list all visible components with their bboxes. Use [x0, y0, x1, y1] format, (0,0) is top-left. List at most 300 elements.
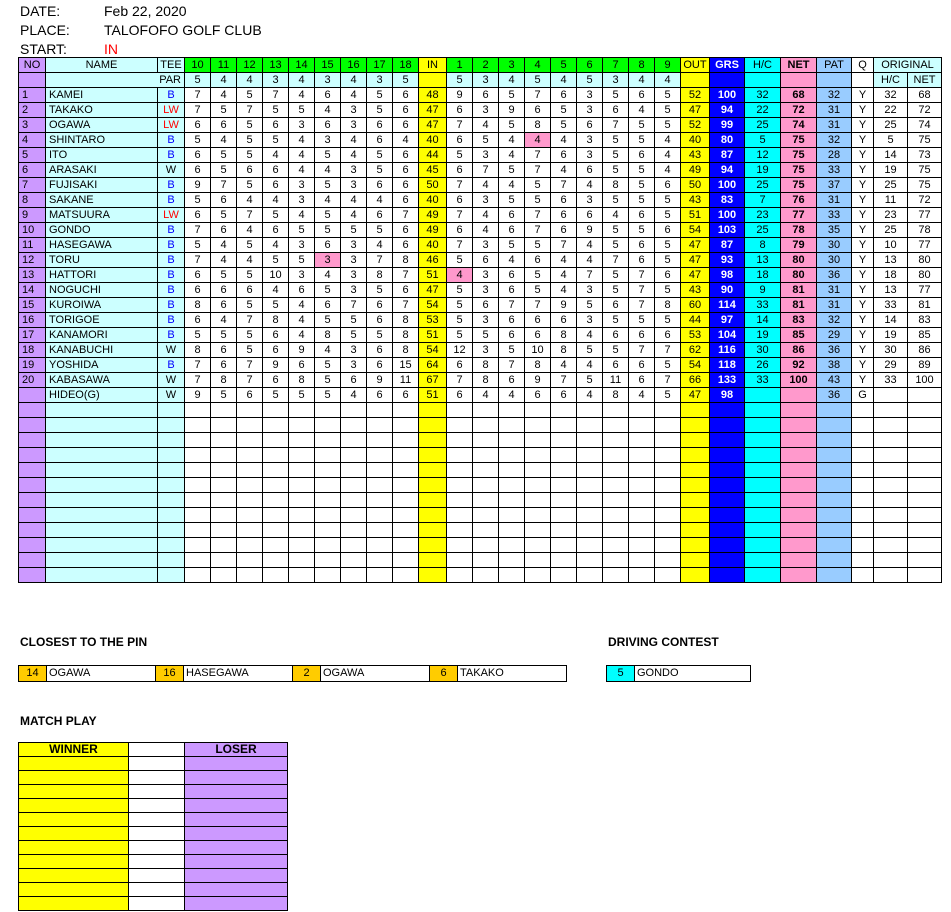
empty-row: [19, 553, 942, 568]
start-value: IN: [104, 41, 118, 57]
match-mid: [129, 869, 185, 883]
score-cell: 5: [211, 163, 237, 178]
score-cell: 5: [551, 103, 577, 118]
score-cell: 6: [263, 373, 289, 388]
score-cell: 5: [525, 283, 551, 298]
score-cell: 5: [237, 148, 263, 163]
score-cell: [393, 508, 419, 523]
score-cell: 6: [341, 373, 367, 388]
score-cell: [551, 403, 577, 418]
score-cell: 5: [655, 88, 681, 103]
score-cell: 8: [315, 328, 341, 343]
score-cell: 3: [577, 193, 603, 208]
score-cell: 4: [577, 328, 603, 343]
hole-header: 2: [473, 58, 499, 73]
score-cell: [447, 523, 473, 538]
out-total: 62: [681, 343, 710, 358]
in-total: [419, 508, 447, 523]
player-name: GONDO: [46, 223, 158, 238]
score-cell: 5: [473, 133, 499, 148]
score-cell: 4: [473, 223, 499, 238]
closest-to-pin-table: [18, 665, 567, 682]
tee-cell: [158, 403, 185, 418]
hole-header: 8: [629, 58, 655, 73]
score-cell: 7: [393, 268, 419, 283]
gross-score: 103: [710, 223, 745, 238]
score-cell: 5: [185, 133, 211, 148]
hole-header: 3: [499, 58, 525, 73]
score-cell: [655, 568, 681, 583]
hole-header: 12: [237, 58, 263, 73]
score-cell: 4: [551, 283, 577, 298]
par-cell: 4: [211, 73, 237, 88]
no-cell: [19, 523, 46, 538]
score-cell: [499, 448, 525, 463]
original-net: 68: [908, 88, 942, 103]
player-tee: LW: [158, 118, 185, 133]
score-cell: 3: [289, 178, 315, 193]
score-cell: [499, 478, 525, 493]
closest-winner: OGAWA: [321, 666, 430, 682]
score-cell: 3: [341, 268, 367, 283]
no-cell: [19, 478, 46, 493]
putts: [817, 523, 852, 538]
in-total: 51: [419, 328, 447, 343]
score-cell: 8: [393, 328, 419, 343]
player-tee: W: [158, 373, 185, 388]
player-no: [19, 388, 46, 403]
score-cell: 5: [577, 373, 603, 388]
score-cell: [289, 403, 315, 418]
in-total: 54: [419, 298, 447, 313]
match-row: [19, 757, 288, 771]
loser-cell: [185, 785, 288, 799]
player-tee: B: [158, 253, 185, 268]
score-cell: 3: [577, 148, 603, 163]
q-flag: [852, 448, 874, 463]
score-cell: [393, 538, 419, 553]
score-cell: 4: [315, 268, 341, 283]
empty-row: [19, 568, 942, 583]
score-cell: 5: [655, 313, 681, 328]
score-cell: [577, 418, 603, 433]
player-no: 5: [19, 148, 46, 163]
score-cell: 6: [603, 103, 629, 118]
score-cell: 10: [525, 343, 551, 358]
score-cell: 5: [211, 148, 237, 163]
score-cell: [603, 403, 629, 418]
no-cell: [19, 493, 46, 508]
score-cell: 7: [393, 298, 419, 313]
loser-cell: [185, 855, 288, 869]
player-no: 1: [19, 88, 46, 103]
score-cell: [447, 568, 473, 583]
score-cell: 7: [525, 298, 551, 313]
tee-cell: [158, 508, 185, 523]
handicap: [745, 388, 781, 403]
score-cell: 6: [551, 223, 577, 238]
loser-cell: [185, 897, 288, 911]
loser-cell: [185, 813, 288, 827]
match-mid: [129, 785, 185, 799]
closest-title: CLOSEST TO THE PIN: [20, 635, 148, 649]
putts: [817, 568, 852, 583]
score-cell: 6: [551, 208, 577, 223]
score-cell: 5: [603, 238, 629, 253]
score-cell: 7: [185, 373, 211, 388]
out-total: [681, 433, 710, 448]
score-cell: [655, 418, 681, 433]
putts: [817, 418, 852, 433]
score-cell: [577, 403, 603, 418]
player-row: [19, 358, 942, 373]
player-no: 3: [19, 118, 46, 133]
score-cell: 5: [655, 238, 681, 253]
score-cell: 6: [499, 283, 525, 298]
q-flag: Y: [852, 118, 874, 133]
handicap: [745, 433, 781, 448]
score-cell: 11: [393, 373, 419, 388]
winner-cell: [19, 827, 129, 841]
gross-score: 87: [710, 238, 745, 253]
score-cell: [315, 493, 341, 508]
out-total: 43: [681, 283, 710, 298]
score-cell: 7: [185, 253, 211, 268]
score-cell: 7: [447, 118, 473, 133]
score-cell: [655, 478, 681, 493]
putts: 32: [817, 88, 852, 103]
out-total: 47: [681, 388, 710, 403]
par-cell: 3: [263, 73, 289, 88]
score-cell: 8: [551, 343, 577, 358]
net-score: [781, 508, 817, 523]
score-cell: [237, 523, 263, 538]
score-cell: [629, 553, 655, 568]
gross-score: 133: [710, 373, 745, 388]
score-cell: [263, 403, 289, 418]
score-cell: [499, 463, 525, 478]
score-cell: 6: [367, 133, 393, 148]
score-cell: 5: [211, 268, 237, 283]
out-total: [681, 403, 710, 418]
gross-score: 94: [710, 103, 745, 118]
q-flag: Y: [852, 268, 874, 283]
in-total: 40: [419, 193, 447, 208]
tee-cell: [158, 568, 185, 583]
score-cell: 4: [341, 193, 367, 208]
player-row: [19, 298, 942, 313]
player-tee: B: [158, 223, 185, 238]
player-no: 6: [19, 163, 46, 178]
score-cell: [237, 568, 263, 583]
q-flag: [852, 433, 874, 448]
score-cell: 7: [473, 163, 499, 178]
score-cell: 6: [499, 223, 525, 238]
score-cell: [629, 418, 655, 433]
winner-cell: [19, 869, 129, 883]
gross-score: 104: [710, 328, 745, 343]
empty-row: [19, 418, 942, 433]
score-cell: 6: [499, 328, 525, 343]
original-net: 72: [908, 193, 942, 208]
in-total: [419, 463, 447, 478]
player-tee: B: [158, 88, 185, 103]
gross-score: 83: [710, 193, 745, 208]
date-label: DATE:: [20, 3, 61, 19]
score-cell: 6: [629, 208, 655, 223]
player-name: ARASAKI: [46, 163, 158, 178]
handicap: [745, 523, 781, 538]
score-cell: 3: [341, 118, 367, 133]
score-cell: 4: [315, 193, 341, 208]
score-cell: 6: [473, 88, 499, 103]
score-cell: [473, 448, 499, 463]
score-cell: 6: [237, 163, 263, 178]
score-cell: [473, 418, 499, 433]
original-net: 74: [908, 118, 942, 133]
score-cell: [367, 538, 393, 553]
player-name: TAKAKO: [46, 103, 158, 118]
in-total: 53: [419, 313, 447, 328]
score-cell: 4: [341, 208, 367, 223]
net-score: [781, 418, 817, 433]
match-mid: [129, 771, 185, 785]
net-score: [781, 553, 817, 568]
player-no: 4: [19, 133, 46, 148]
score-cell: 5: [447, 328, 473, 343]
score-cell: 5: [655, 358, 681, 373]
putts: 33: [817, 208, 852, 223]
closest-hole: 2: [293, 666, 321, 682]
score-cell: 4: [289, 88, 315, 103]
score-cell: [289, 448, 315, 463]
par-cell: 4: [289, 73, 315, 88]
score-cell: 7: [499, 298, 525, 313]
score-cell: [525, 553, 551, 568]
score-cell: 7: [185, 88, 211, 103]
original-hc: [874, 553, 908, 568]
loser-cell: [185, 883, 288, 897]
score-cell: [237, 418, 263, 433]
score-cell: 6: [393, 88, 419, 103]
par-cell: 5: [447, 73, 473, 88]
score-cell: 5: [499, 88, 525, 103]
gross-score: [710, 478, 745, 493]
player-row: [19, 163, 942, 178]
closest-hole: 14: [19, 666, 47, 682]
score-cell: [447, 418, 473, 433]
score-cell: 4: [551, 253, 577, 268]
original-hc: 25: [874, 118, 908, 133]
net-score: [781, 568, 817, 583]
player-name: TORU: [46, 253, 158, 268]
net-score: [781, 433, 817, 448]
score-cell: 7: [525, 88, 551, 103]
score-cell: 6: [315, 238, 341, 253]
driving-winner: GONDO: [635, 666, 751, 682]
original-hc: [874, 388, 908, 403]
net-score: 86: [781, 343, 817, 358]
score-cell: [577, 463, 603, 478]
score-cell: [655, 493, 681, 508]
putts: 31: [817, 298, 852, 313]
score-cell: 4: [499, 388, 525, 403]
score-cell: 6: [315, 298, 341, 313]
score-cell: [367, 448, 393, 463]
driving-contest-table: [606, 665, 751, 682]
score-cell: 15: [393, 358, 419, 373]
score-cell: 5: [473, 328, 499, 343]
score-cell: 10: [263, 268, 289, 283]
putts: [817, 433, 852, 448]
score-cell: 4: [603, 208, 629, 223]
par-cell: 4: [499, 73, 525, 88]
score-cell: 5: [367, 163, 393, 178]
net-score: [781, 388, 817, 403]
gross-score: [710, 493, 745, 508]
in-total: 54: [419, 343, 447, 358]
name-cell: [46, 553, 158, 568]
score-cell: 6: [447, 388, 473, 403]
score-cell: 5: [603, 163, 629, 178]
no-cell: [19, 553, 46, 568]
original-net: 75: [908, 163, 942, 178]
loser-cell: [185, 869, 288, 883]
score-cell: 6: [211, 118, 237, 133]
score-cell: 7: [237, 358, 263, 373]
score-cell: 9: [185, 178, 211, 193]
winner-cell: [19, 841, 129, 855]
score-cell: 4: [499, 253, 525, 268]
score-cell: 8: [551, 328, 577, 343]
score-cell: 3: [473, 193, 499, 208]
col-header-name: NAME: [46, 58, 158, 73]
q-flag: [852, 493, 874, 508]
winner-cell: [19, 799, 129, 813]
no-cell: [19, 568, 46, 583]
q-flag: Y: [852, 88, 874, 103]
original-net: 78: [908, 223, 942, 238]
score-cell: [263, 418, 289, 433]
score-cell: [211, 463, 237, 478]
score-cell: [263, 538, 289, 553]
score-cell: [185, 403, 211, 418]
score-cell: 5: [315, 388, 341, 403]
par-cell: 3: [315, 73, 341, 88]
score-cell: 6: [185, 283, 211, 298]
score-cell: [211, 493, 237, 508]
score-cell: [499, 433, 525, 448]
score-cell: 6: [655, 268, 681, 283]
score-cell: 7: [551, 178, 577, 193]
driving-title: DRIVING CONTEST: [608, 635, 719, 649]
original-hc: 33: [874, 373, 908, 388]
q-flag: [852, 403, 874, 418]
score-cell: [211, 538, 237, 553]
handicap: 8: [745, 238, 781, 253]
score-cell: 6: [393, 193, 419, 208]
empty-row: [19, 523, 942, 538]
score-cell: [211, 448, 237, 463]
gross-score: 97: [710, 313, 745, 328]
score-cell: [185, 568, 211, 583]
score-cell: 5: [237, 178, 263, 193]
score-cell: 5: [525, 178, 551, 193]
out-total: 54: [681, 358, 710, 373]
score-cell: [577, 538, 603, 553]
score-cell: 6: [473, 253, 499, 268]
putts: [817, 553, 852, 568]
score-cell: 5: [447, 283, 473, 298]
match-row: [19, 855, 288, 869]
out-total: [681, 538, 710, 553]
gross-score: [710, 448, 745, 463]
score-cell: 6: [393, 163, 419, 178]
score-cell: [629, 448, 655, 463]
q-flag: Y: [852, 133, 874, 148]
tee-cell: [158, 418, 185, 433]
score-cell: 6: [367, 208, 393, 223]
place-line: [20, 22, 262, 38]
score-cell: [447, 478, 473, 493]
score-cell: 7: [237, 373, 263, 388]
score-cell: 5: [367, 223, 393, 238]
score-cell: [393, 448, 419, 463]
original-hc: 19: [874, 163, 908, 178]
score-cell: 6: [499, 373, 525, 388]
score-cell: 6: [393, 388, 419, 403]
score-cell: [211, 523, 237, 538]
score-cell: 4: [629, 388, 655, 403]
handicap: 19: [745, 328, 781, 343]
handicap: 32: [745, 88, 781, 103]
winner-cell: [19, 883, 129, 897]
gross-score: 90: [710, 283, 745, 298]
putts: 29: [817, 328, 852, 343]
orig-net-header: NET: [908, 73, 942, 88]
score-cell: 5: [603, 193, 629, 208]
score-cell: 4: [473, 388, 499, 403]
score-cell: [393, 553, 419, 568]
score-cell: 6: [367, 313, 393, 328]
hole-header: 7: [603, 58, 629, 73]
score-cell: 6: [185, 268, 211, 283]
header-row: [19, 58, 942, 73]
col-header-net: NET: [781, 58, 817, 73]
q-flag: G: [852, 388, 874, 403]
out-total: 47: [681, 238, 710, 253]
score-cell: 6: [447, 133, 473, 148]
player-row: [19, 103, 942, 118]
score-cell: 5: [211, 388, 237, 403]
par-cell: 3: [367, 73, 393, 88]
score-cell: 4: [577, 388, 603, 403]
score-cell: 6: [525, 313, 551, 328]
hole-header: 4: [525, 58, 551, 73]
score-cell: 4: [289, 328, 315, 343]
score-cell: 5: [263, 208, 289, 223]
score-cell: [525, 448, 551, 463]
score-cell: [577, 493, 603, 508]
original-hc: [874, 478, 908, 493]
score-cell: [289, 523, 315, 538]
putts: [817, 478, 852, 493]
player-no: 15: [19, 298, 46, 313]
name-cell: [46, 403, 158, 418]
score-cell: 5: [525, 268, 551, 283]
putts: 31: [817, 118, 852, 133]
score-cell: 6: [603, 328, 629, 343]
